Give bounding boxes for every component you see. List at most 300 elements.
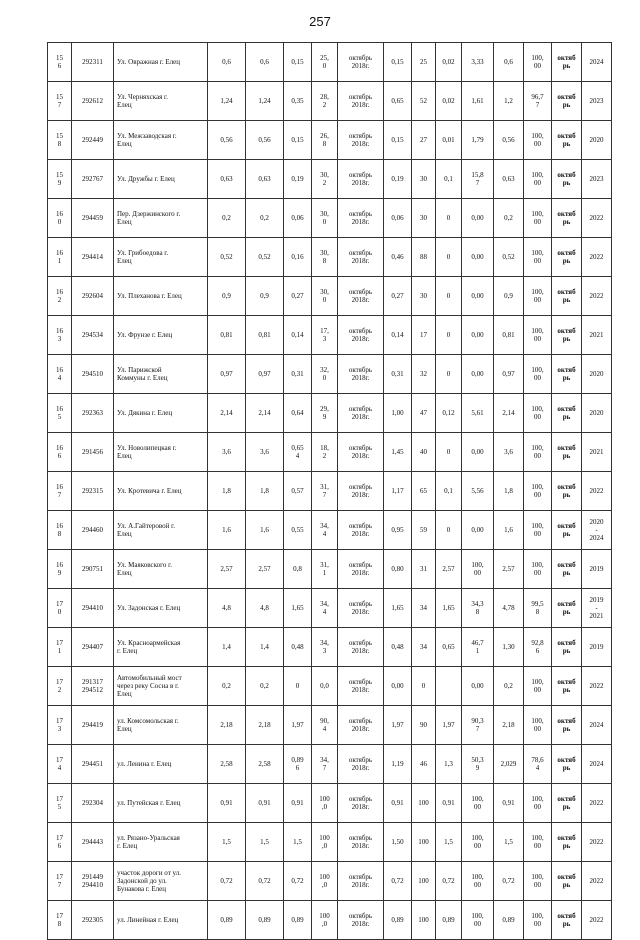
length-normative-cell: 0,57 [284,472,312,511]
length-after-cell: 0,31 [384,355,412,394]
length-done-cell [436,667,462,706]
road-code-cell: 294410 [72,589,114,628]
percent-after-cell: 100 [412,862,436,901]
percent-done-cell: 0,00 [462,277,494,316]
length-done-cell: 0,01 [436,121,462,160]
length-repair-cell: 0,6 [246,43,284,82]
street-name-cell: Ул. Межзаводская г. Елец [114,121,208,160]
length-after-cell: 0,15 [384,121,412,160]
survey-date-cell: октябрь 2018г. [338,43,384,82]
road-code-cell: 292304 [72,784,114,823]
percent-normative-cell: 30, 0 [312,199,338,238]
road-code-cell: 292767 [72,160,114,199]
row-number-cell: 16 8 [48,511,72,550]
road-code-cell: 292305 [72,901,114,940]
length-after-cell: 0,06 [384,199,412,238]
status-month-cell: октяб рь [552,355,582,394]
target-year-cell: 2020 - 2024 [582,511,612,550]
length-normative-cell: 0,14 [284,316,312,355]
road-code-cell: 294419 [72,706,114,745]
percent-after-cell: 46 [412,745,436,784]
row-number-cell: 15 6 [48,43,72,82]
percent-normative-cell: 31, 7 [312,472,338,511]
road-code-cell: 290751 [72,550,114,589]
length-repair-cell: 4,8 [246,589,284,628]
street-name-cell: Ул. Овражная г. Елец [114,43,208,82]
target-year-cell: 2022 [582,901,612,940]
percent-after-cell: 90 [412,706,436,745]
length-done-cell: 0,12 [436,394,462,433]
row-number-cell: 15 9 [48,160,72,199]
percent-normative-cell: 32, 0 [312,355,338,394]
length-repair-cell: 0,91 [246,784,284,823]
street-name-cell: Ул. Парижской Коммуны г. Елец [114,355,208,394]
percent-after-cell: 30 [412,277,436,316]
status-month-cell: октяб рь [552,667,582,706]
length-repair-cell: 0,56 [246,121,284,160]
percent-planned-cell: 100, 00 [524,862,552,901]
length-planned-cell: 0,72 [494,862,524,901]
percent-after-cell: 65 [412,472,436,511]
length-done-cell: 1,65 [436,589,462,628]
length-after-cell: 1,65 [384,589,412,628]
length-repair-cell: 2,58 [246,745,284,784]
percent-normative-cell: 90, 4 [312,706,338,745]
percent-normative-cell: 30, 0 [312,277,338,316]
length-normative-cell: 1,97 [284,706,312,745]
length-normative-cell: 0,72 [284,862,312,901]
length-planned-cell: 0,91 [494,784,524,823]
length-planned-cell: 1,30 [494,628,524,667]
length-planned-cell: 0,2 [494,667,524,706]
length-repair-cell: 0,89 [246,901,284,940]
target-year-cell: 2022 [582,199,612,238]
status-month-cell: октяб рь [552,433,582,472]
length-after-cell: 0,14 [384,316,412,355]
street-name-cell: ул. Путейская г. Елец [114,784,208,823]
length-total-cell: 0,91 [208,784,246,823]
row-number-cell: 17 5 [48,784,72,823]
length-planned-cell: 2,18 [494,706,524,745]
status-month-cell: октяб рь [552,589,582,628]
length-done-cell: 0,65 [436,628,462,667]
percent-done-cell: 34,3 8 [462,589,494,628]
status-month-cell: октяб рь [552,862,582,901]
length-after-cell: 0,19 [384,160,412,199]
survey-date-cell: октябрь 2018г. [338,433,384,472]
target-year-cell: 2022 [582,238,612,277]
table-row [48,355,612,394]
length-repair-cell: 1,24 [246,82,284,121]
street-name-cell: Пер. Дзержинского г. Елец [114,199,208,238]
length-total-cell: 3,6 [208,433,246,472]
percent-done-cell: 100, 00 [462,550,494,589]
row-number-cell: 17 4 [48,745,72,784]
status-month-cell: октяб рь [552,277,582,316]
length-normative-cell: 0,64 [284,394,312,433]
length-done-cell: 0,02 [436,43,462,82]
target-year-cell: 2020 [582,355,612,394]
percent-after-cell: 100 [412,784,436,823]
survey-date-cell: октябрь 2018г. [338,784,384,823]
length-total-cell: 0,89 [208,901,246,940]
target-year-cell: 2022 [582,277,612,316]
percent-normative-cell: 34, 7 [312,745,338,784]
status-month-cell: октяб рь [552,238,582,277]
road-code-cell: 292604 [72,277,114,316]
percent-planned-cell: 100, 00 [524,316,552,355]
length-normative-cell: 0,16 [284,238,312,277]
table-row [48,199,612,238]
survey-date-cell: октябрь 2018г. [338,628,384,667]
table-row [48,82,612,121]
row-number-cell: 17 6 [48,823,72,862]
table-row [48,160,612,199]
length-planned-cell: 1,2 [494,82,524,121]
road-code-cell: 292315 [72,472,114,511]
percent-after-cell: 100 [412,901,436,940]
length-after-cell: 0,15 [384,43,412,82]
length-after-cell: 0,48 [384,628,412,667]
length-total-cell: 0,97 [208,355,246,394]
length-after-cell: 0,89 [384,901,412,940]
street-name-cell: Ул. Новолипецкая г. Елец [114,433,208,472]
table-row [48,277,612,316]
percent-planned-cell: 78,6 4 [524,745,552,784]
length-after-cell: 0,46 [384,238,412,277]
length-normative-cell: 0 [284,667,312,706]
length-normative-cell: 1,65 [284,589,312,628]
percent-done-cell: 100, 00 [462,784,494,823]
percent-normative-cell: 28, 2 [312,82,338,121]
percent-planned-cell: 100, 00 [524,823,552,862]
street-name-cell: участок дороги от ул. Задонской до ул. Бунакова г. Елец [114,862,208,901]
percent-normative-cell: 30, 2 [312,160,338,199]
row-number-cell: 17 0 [48,589,72,628]
road-code-cell: 291317 294512 [72,667,114,706]
status-month-cell: октяб рь [552,511,582,550]
road-code-cell: 292363 [72,394,114,433]
length-normative-cell: 0,35 [284,82,312,121]
length-after-cell: 0,72 [384,862,412,901]
table-row [48,589,612,628]
length-normative-cell: 0,15 [284,43,312,82]
status-month-cell: октяб рь [552,43,582,82]
length-planned-cell: 0,63 [494,160,524,199]
percent-after-cell: 34 [412,628,436,667]
road-code-cell: 291456 [72,433,114,472]
row-number-cell: 16 0 [48,199,72,238]
street-name-cell: ул. Линейная г. Елец [114,901,208,940]
length-planned-cell: 3,6 [494,433,524,472]
length-normative-cell: 0,31 [284,355,312,394]
length-repair-cell: 2,18 [246,706,284,745]
street-name-cell: Ул. Плеханова г. Елец [114,277,208,316]
length-normative-cell: 0,89 6 [284,745,312,784]
length-repair-cell: 2,14 [246,394,284,433]
table-row [48,901,612,940]
percent-planned-cell: 100, 00 [524,43,552,82]
length-normative-cell: 1,5 [284,823,312,862]
status-month-cell: октяб рь [552,394,582,433]
length-total-cell: 2,14 [208,394,246,433]
percent-after-cell: 31 [412,550,436,589]
status-month-cell: октяб рь [552,901,582,940]
table-row [48,511,612,550]
road-code-cell: 294534 [72,316,114,355]
length-total-cell: 0,2 [208,667,246,706]
percent-planned-cell: 92,8 6 [524,628,552,667]
status-month-cell: октяб рь [552,472,582,511]
length-repair-cell: 2,57 [246,550,284,589]
length-repair-cell: 0,2 [246,199,284,238]
length-planned-cell: 0,89 [494,901,524,940]
percent-normative-cell: 100 ,0 [312,784,338,823]
percent-after-cell: 25 [412,43,436,82]
table-body [48,43,612,940]
length-done-cell: 0 [436,355,462,394]
percent-done-cell: 46,7 1 [462,628,494,667]
length-normative-cell: 0,91 [284,784,312,823]
road-code-cell: 294459 [72,199,114,238]
survey-date-cell: октябрь 2018г. [338,121,384,160]
percent-planned-cell: 99,5 8 [524,589,552,628]
length-planned-cell: 2,57 [494,550,524,589]
page-number: 257 [309,14,331,29]
row-number-cell: 15 7 [48,82,72,121]
percent-after-cell: 100 [412,823,436,862]
percent-normative-cell: 18, 2 [312,433,338,472]
percent-done-cell: 50,3 9 [462,745,494,784]
survey-date-cell: октябрь 2018г. [338,238,384,277]
percent-normative-cell: 34, 4 [312,511,338,550]
target-year-cell: 2024 [582,706,612,745]
percent-normative-cell: 34, 4 [312,589,338,628]
length-planned-cell: 2,029 [494,745,524,784]
street-name-cell: Ул. Фрунзе г. Елец [114,316,208,355]
percent-normative-cell: 30, 8 [312,238,338,277]
length-repair-cell: 0,81 [246,316,284,355]
length-done-cell: 1,5 [436,823,462,862]
percent-planned-cell: 100, 00 [524,121,552,160]
percent-planned-cell: 100, 00 [524,160,552,199]
length-repair-cell: 1,6 [246,511,284,550]
road-code-cell: 294407 [72,628,114,667]
row-number-cell: 16 7 [48,472,72,511]
row-number-cell: 16 1 [48,238,72,277]
status-month-cell: октяб рь [552,823,582,862]
row-number-cell: 16 4 [48,355,72,394]
length-normative-cell: 0,15 [284,121,312,160]
survey-date-cell: октябрь 2018г. [338,277,384,316]
street-name-cell: Ул. Задонская г. Елец [114,589,208,628]
percent-planned-cell: 100, 00 [524,706,552,745]
percent-done-cell: 100, 00 [462,862,494,901]
length-total-cell: 0,9 [208,277,246,316]
road-repair-table [47,42,612,940]
road-code-cell: 294451 [72,745,114,784]
percent-after-cell: 52 [412,82,436,121]
target-year-cell: 2023 [582,160,612,199]
length-done-cell: 0,89 [436,901,462,940]
length-repair-cell: 0,63 [246,160,284,199]
road-code-cell: 294414 [72,238,114,277]
table-row [48,745,612,784]
length-total-cell: 1,6 [208,511,246,550]
table-row [48,472,612,511]
length-planned-cell: 2,14 [494,394,524,433]
length-done-cell: 0 [436,277,462,316]
length-after-cell: 0,27 [384,277,412,316]
percent-normative-cell: 25, 0 [312,43,338,82]
length-done-cell: 0,72 [436,862,462,901]
percent-planned-cell: 100, 00 [524,472,552,511]
length-total-cell: 0,56 [208,121,246,160]
table-row [48,394,612,433]
percent-normative-cell: 34, 3 [312,628,338,667]
road-code-cell: 294510 [72,355,114,394]
percent-done-cell: 5,61 [462,394,494,433]
length-planned-cell: 0,2 [494,199,524,238]
table-row [48,784,612,823]
table-row [48,238,612,277]
percent-done-cell: 0,00 [462,199,494,238]
length-planned-cell: 0,52 [494,238,524,277]
length-after-cell: 1,50 [384,823,412,862]
length-normative-cell: 0,89 [284,901,312,940]
length-done-cell: 0,1 [436,160,462,199]
length-total-cell: 1,5 [208,823,246,862]
length-total-cell: 1,24 [208,82,246,121]
percent-done-cell: 5,56 [462,472,494,511]
survey-date-cell: октябрь 2018г. [338,160,384,199]
length-done-cell: 0 [436,238,462,277]
percent-planned-cell: 100, 00 [524,667,552,706]
length-total-cell: 0,72 [208,862,246,901]
length-total-cell: 0,6 [208,43,246,82]
status-month-cell: октяб рь [552,199,582,238]
row-number-cell: 17 3 [48,706,72,745]
row-number-cell: 16 9 [48,550,72,589]
percent-done-cell: 3,33 [462,43,494,82]
target-year-cell: 2019 [582,550,612,589]
target-year-cell: 2023 [582,82,612,121]
length-done-cell: 0 [436,316,462,355]
target-year-cell: 2021 [582,433,612,472]
street-name-cell: ул. Ленина г. Елец [114,745,208,784]
percent-after-cell: 59 [412,511,436,550]
survey-date-cell: октябрь 2018г. [338,901,384,940]
survey-date-cell: октябрь 2018г. [338,589,384,628]
percent-after-cell: 17 [412,316,436,355]
street-name-cell: ул. Комсомольская г. Елец [114,706,208,745]
length-repair-cell: 3,6 [246,433,284,472]
percent-planned-cell: 100, 00 [524,433,552,472]
length-normative-cell: 0,48 [284,628,312,667]
street-name-cell: Автомобильный мост через реку Сосна в г. Елец [114,667,208,706]
percent-done-cell: 90,3 7 [462,706,494,745]
survey-date-cell: октябрь 2018г. [338,550,384,589]
percent-done-cell: 0,00 [462,433,494,472]
target-year-cell: 2022 [582,784,612,823]
percent-after-cell: 30 [412,199,436,238]
length-repair-cell: 0,97 [246,355,284,394]
length-done-cell: 2,57 [436,550,462,589]
survey-date-cell: октябрь 2018г. [338,199,384,238]
survey-date-cell: октябрь 2018г. [338,355,384,394]
percent-normative-cell: 100 ,0 [312,901,338,940]
length-planned-cell: 0,56 [494,121,524,160]
percent-done-cell: 0,00 [462,511,494,550]
length-after-cell: 0,91 [384,784,412,823]
length-after-cell: 1,19 [384,745,412,784]
length-total-cell: 4,8 [208,589,246,628]
length-total-cell: 0,81 [208,316,246,355]
survey-date-cell: октябрь 2018г. [338,745,384,784]
percent-after-cell: 30 [412,160,436,199]
road-code-cell: 291449 294410 [72,862,114,901]
percent-after-cell: 47 [412,394,436,433]
percent-normative-cell: 29, 9 [312,394,338,433]
percent-planned-cell: 100, 00 [524,355,552,394]
length-planned-cell: 0,9 [494,277,524,316]
survey-date-cell: октябрь 2018г. [338,862,384,901]
length-normative-cell: 0,65 4 [284,433,312,472]
length-normative-cell: 0,06 [284,199,312,238]
length-repair-cell: 0,9 [246,277,284,316]
length-after-cell: 1,45 [384,433,412,472]
street-name-cell: Ул. Дякина г. Елец [114,394,208,433]
percent-done-cell: 0,00 [462,667,494,706]
percent-done-cell: 15,8 7 [462,160,494,199]
status-month-cell: октяб рь [552,745,582,784]
length-after-cell: 0,95 [384,511,412,550]
length-repair-cell: 0,52 [246,238,284,277]
street-name-cell: Ул. Грибоедова г. Елец [114,238,208,277]
length-normative-cell: 0,27 [284,277,312,316]
percent-after-cell: 0 [412,667,436,706]
row-number-cell: 16 6 [48,433,72,472]
length-after-cell: 0,65 [384,82,412,121]
table-row [48,550,612,589]
length-normative-cell: 0,19 [284,160,312,199]
percent-planned-cell: 100, 00 [524,199,552,238]
length-total-cell: 1,4 [208,628,246,667]
percent-done-cell: 100, 00 [462,823,494,862]
length-planned-cell: 4,78 [494,589,524,628]
target-year-cell: 2024 [582,43,612,82]
row-number-cell: 17 7 [48,862,72,901]
target-year-cell: 2022 [582,823,612,862]
status-month-cell: октяб рь [552,160,582,199]
road-code-cell: 294460 [72,511,114,550]
row-number-cell: 17 1 [48,628,72,667]
length-after-cell: 1,00 [384,394,412,433]
status-month-cell: октяб рь [552,316,582,355]
length-normative-cell: 0,8 [284,550,312,589]
length-total-cell: 2,58 [208,745,246,784]
length-total-cell: 2,57 [208,550,246,589]
percent-after-cell: 88 [412,238,436,277]
length-total-cell: 2,18 [208,706,246,745]
length-done-cell: 1,97 [436,706,462,745]
status-month-cell: октяб рь [552,121,582,160]
street-name-cell: ул. Рязано-Уральская г. Елец [114,823,208,862]
survey-date-cell: октябрь 2018г. [338,394,384,433]
street-name-cell: Ул. Маяковского г. Елец [114,550,208,589]
table-row [48,706,612,745]
length-done-cell: 0 [436,199,462,238]
